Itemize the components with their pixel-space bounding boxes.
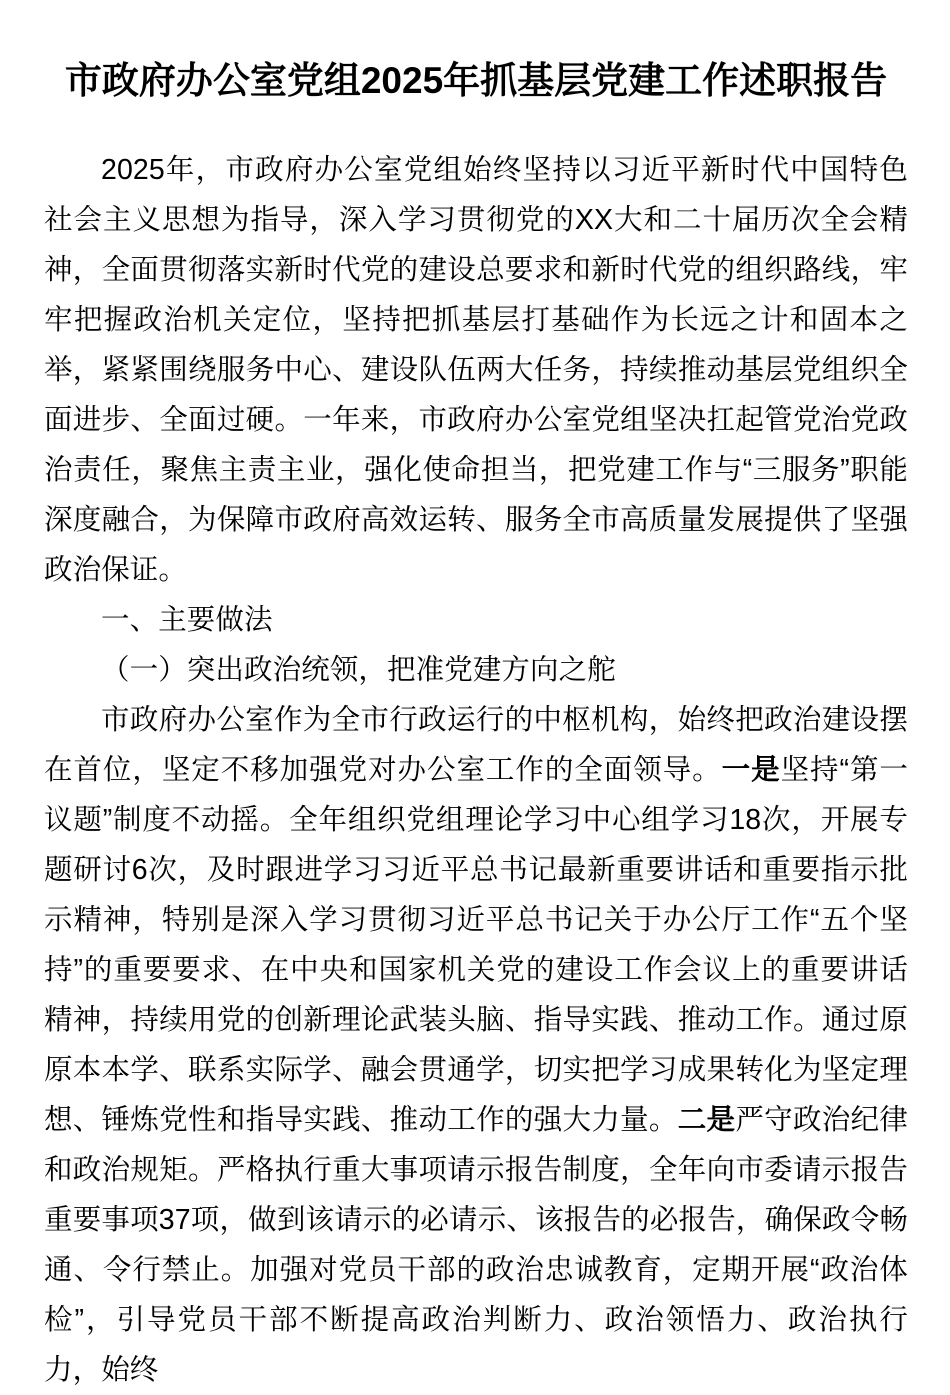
body-paragraph xyxy=(44,145,908,595)
text-run: 严守政治纪律和政治规矩。严格执行重大事项请示报告制度，全年向市委请示报告重要事项37项，做到该请示的必请示、该报告的必报告，确保政令畅通、令行禁止。加强对党员干部的政治忠诚教育，定期开展“政治体检”，引导党员干部不断提高政治判断力、政治领悟力、政治执行力，始终 xyxy=(44,1104,909,1386)
text-run: 市政府办公室作为全市行政运行的中枢机构，始终把政治建设摆在首位，坚定不移加强党对办公室工作的全面领导。 xyxy=(44,704,908,786)
text-run: 2025年，市政府办公室党组始终坚持以习近平新时代中国特色社会主义思想为指导，深入学习贯彻党的XX大和二十届历次全会精神，全面贯彻落实新时代党的建设总要求和新时代党的组织路线，牢牢把握政治机关定位，坚持把抓基层打基础作为长远之计和固本之举，紧紧围绕服务中心、建设队伍两大任务，持续推动基层党组织全面进步、全面过硬。一年来，市政府办公室党组坚决扛起管党治党政治责任，聚焦主责主业，强化使命担当，把党建工作与“三服务”职能深度融合，为保障市政府高效运转、服务全市高质量发展提供了坚强政治保证。 xyxy=(44,154,908,586)
page-title: 市政府办公室党组2025年抓基层党建工作述职报告 xyxy=(64,60,888,101)
section-heading xyxy=(44,645,908,695)
document-body xyxy=(44,145,908,1395)
text-run: 一、主要做法 xyxy=(101,604,273,636)
text-run: 坚持“第一议题”制度不动摇。全年组织党组理论学习中心组学习18次，开展专题研讨6次，及时跟进学习习近平总书记最新重要讲话和重要指示批示精神，特别是深入学习贯彻习近平总书记关于办公厅工作“五个坚持”的重要要求、在中央和国家机关党的建设工作会议上的重要讲话精神，持续用党的创新理论武装头脑、指导实践、推动工作。通过原原本本学、联系实际学、融会贯通学，切实把学习成果转化为坚定理想、锤炼党性和指导实践、推动工作的强大力量。 xyxy=(44,754,908,1136)
section-heading xyxy=(44,595,908,645)
emphasis-marker: 一是 xyxy=(721,754,781,786)
text-run: （一）突出政治统领，把准党建方向之舵 xyxy=(101,654,616,686)
emphasis-marker: 二是 xyxy=(677,1104,736,1136)
title-spacer xyxy=(44,99,908,145)
body-paragraph xyxy=(44,695,908,1395)
